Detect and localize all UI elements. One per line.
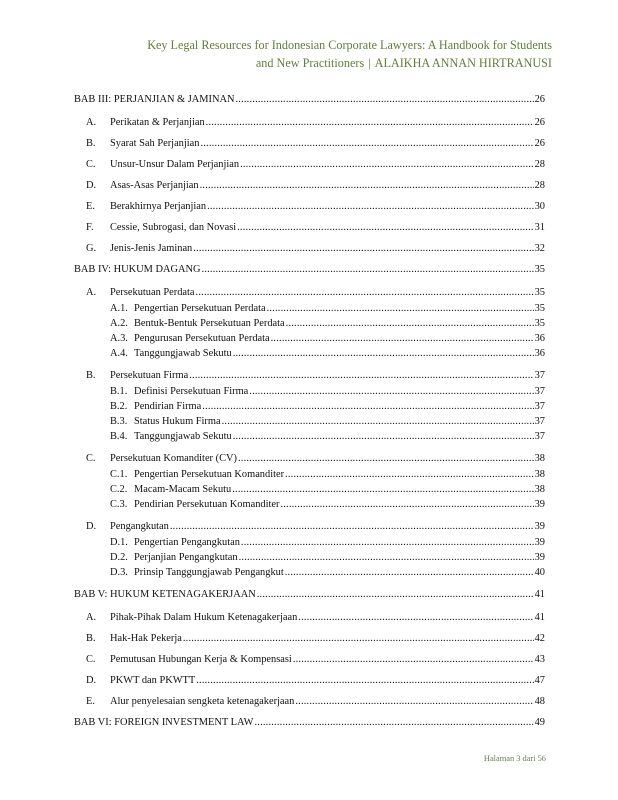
toc-page-number: 37: [534, 401, 545, 412]
document-header: [32, 36, 552, 72]
toc-leader: [196, 675, 533, 686]
toc-subsection-number: D.1.: [110, 537, 128, 548]
toc-page-number: 36: [534, 348, 545, 359]
toc-page-number: 26: [534, 94, 545, 105]
toc-section-5b[interactable]: [86, 633, 545, 654]
toc-subsection-number: B.1.: [110, 386, 128, 397]
toc-leader: [240, 159, 534, 170]
toc-section-title: Berakhirnya Perjanjian: [110, 201, 207, 212]
toc-subsection-title: Definisi Persekutuan Firma: [134, 386, 249, 397]
toc-leader: [200, 180, 534, 191]
toc-subsection-number: B.4.: [110, 431, 128, 442]
toc-subsection-a3[interactable]: [110, 333, 545, 348]
toc-chapter-title: BAB VI: FOREIGN INVESTMENT LAW: [74, 717, 254, 728]
toc-section-5e[interactable]: [86, 696, 545, 717]
toc-page-number: 37: [534, 431, 545, 442]
toc-leader: [241, 537, 534, 548]
toc-leader: [285, 567, 534, 578]
toc-subsection-a4[interactable]: [110, 348, 545, 363]
toc-section-4a[interactable]: [86, 287, 545, 303]
toc-subsection-c1[interactable]: [110, 469, 545, 484]
toc-page-number: 37: [534, 416, 545, 427]
toc-section-4c[interactable]: [86, 453, 545, 469]
toc-leader: [271, 333, 534, 344]
toc-section-title: Cessie, Subrogasi, dan Novasi: [110, 222, 237, 233]
toc-leader: [298, 612, 533, 623]
toc-page-number: 36: [534, 333, 545, 344]
toc-subsection-a1[interactable]: [110, 303, 545, 318]
toc-chapter-bab-5[interactable]: [74, 589, 545, 605]
toc-leader: [286, 318, 534, 329]
toc-page-number: 39: [534, 499, 545, 510]
toc-subsection-title: Pengertian Persekutuan Perdata: [134, 303, 266, 314]
toc-section-title: Persekutuan Perdata: [110, 287, 195, 298]
page-footer: Halaman 3 dari 56: [483, 754, 546, 763]
toc-section-3d[interactable]: [86, 180, 545, 201]
toc-section-letter: A.: [86, 612, 97, 623]
toc-page-number: 32: [534, 243, 545, 254]
toc-section-title: Pemutusan Hubungan Kerja & Kompensasi: [110, 654, 292, 665]
toc-section-title: Hak-Hak Pekerja: [110, 633, 182, 644]
toc-leader: [202, 264, 534, 275]
toc-page-number: 37: [534, 386, 545, 397]
toc-page-number: 30: [534, 201, 545, 212]
toc-subsection-number: A.3.: [110, 333, 128, 344]
toc-leader: [233, 431, 534, 442]
toc-subsection-number: D.3.: [110, 567, 128, 578]
toc-section-5a[interactable]: [86, 612, 545, 633]
toc-section-title: Persekutuan Firma: [110, 370, 189, 381]
toc-page-number: 26: [534, 117, 545, 128]
toc-subsection-title: Perjanjian Pengangkutan: [134, 552, 238, 563]
toc-leader: [267, 303, 534, 314]
toc-subsection-number: C.1.: [110, 469, 128, 480]
toc-subsection-number: C.3.: [110, 499, 128, 510]
toc-leader: [238, 453, 534, 464]
toc-section-3f[interactable]: [86, 222, 545, 243]
toc-subsection-number: A.1.: [110, 303, 128, 314]
toc-section-letter: C.: [86, 654, 96, 665]
header-author: ALAIKHA ANNAN HIRTRANUSI: [374, 56, 552, 70]
toc-leader: [285, 469, 534, 480]
toc-page-number: 38: [534, 484, 545, 495]
table-of-contents: [74, 94, 545, 733]
toc-page-number: 47: [534, 675, 545, 686]
toc-leader: [249, 386, 533, 397]
toc-subsection-d3[interactable]: [110, 567, 545, 582]
toc-subsection-a2[interactable]: [110, 318, 545, 333]
toc-page-number: 28: [534, 159, 545, 170]
toc-page-number: 42: [534, 633, 545, 644]
toc-leader: [202, 401, 533, 412]
toc-leader: [200, 138, 533, 149]
toc-page-number: 37: [534, 370, 545, 381]
toc-subsection-b1[interactable]: [110, 386, 545, 401]
toc-leader: [183, 633, 534, 644]
toc-section-letter: A.: [86, 117, 97, 128]
toc-page-number: 31: [534, 222, 545, 233]
toc-section-title: Persekutuan Komanditer (CV): [110, 453, 237, 464]
header-title-line-2: [32, 54, 552, 72]
toc-page-number: 28: [534, 180, 545, 191]
toc-subsection-title: Pendirian Firma: [134, 401, 202, 412]
toc-section-title: Alur penyelesaian sengketa ketenagakerjaan: [110, 696, 295, 707]
toc-page-number: 26: [534, 138, 545, 149]
toc-section-letter: D.: [86, 521, 97, 532]
toc-subsection-b4[interactable]: [110, 431, 545, 446]
toc-page-number: 48: [534, 696, 545, 707]
toc-subsection-number: B.3.: [110, 416, 128, 427]
toc-subsection-number: C.2.: [110, 484, 128, 495]
toc-subsection-c2[interactable]: [110, 484, 545, 499]
toc-subsection-b3[interactable]: [110, 416, 545, 431]
toc-page-number: 41: [534, 612, 545, 623]
toc-subsection-title: Pengurusan Persekutuan Perdata: [134, 333, 270, 344]
toc-page-number: 40: [534, 567, 545, 578]
toc-section-title: Jenis-Jenis Jaminan: [110, 243, 193, 254]
toc-page-number: 39: [534, 552, 545, 563]
toc-leader: [254, 717, 533, 728]
toc-section-letter: B.: [86, 633, 96, 644]
toc-leader: [207, 201, 534, 212]
toc-section-letter: C.: [86, 159, 96, 170]
toc-subsection-number: A.4.: [110, 348, 128, 359]
toc-subsection-title: Pengertian Pengangkutan: [134, 537, 240, 548]
toc-section-4b[interactable]: [86, 370, 545, 386]
toc-section-3g[interactable]: [86, 243, 545, 264]
toc-page-number: 35: [534, 318, 545, 329]
toc-section-4d[interactable]: [86, 521, 545, 537]
toc-section-5c[interactable]: [86, 654, 545, 675]
toc-section-letter: B.: [86, 138, 96, 149]
toc-page-number: 38: [534, 453, 545, 464]
toc-leader: [170, 521, 534, 532]
toc-section-title: PKWT dan PKWTT: [110, 675, 196, 686]
toc-section-title: Perikatan & Perjanjian: [110, 117, 205, 128]
toc-chapter-title: BAB III: PERJANJIAN & JAMINAN: [74, 94, 235, 105]
toc-section-letter: F.: [86, 222, 94, 233]
toc-chapter-title: BAB IV: HUKUM DAGANG: [74, 264, 201, 275]
toc-leader: [293, 654, 534, 665]
toc-section-title: Unsur-Unsur Dalam Perjanjian: [110, 159, 240, 170]
toc-section-letter: E.: [86, 696, 95, 707]
toc-leader: [232, 484, 533, 495]
toc-subsection-d1[interactable]: [110, 537, 545, 552]
toc-subsection-title: Bentuk-Bentuk Persekutuan Perdata: [134, 318, 285, 329]
toc-subsection-d2[interactable]: [110, 552, 545, 567]
toc-subsection-title: Pengertian Persekutuan Komanditer: [134, 469, 285, 480]
toc-subsection-c3[interactable]: [110, 499, 545, 514]
toc-page-number: 43: [534, 654, 545, 665]
toc-chapter-bab-3[interactable]: [74, 94, 545, 110]
toc-subsection-b2[interactable]: [110, 401, 545, 416]
toc-subsection-title: Tanggungjawab Sekutu: [134, 431, 232, 442]
toc-section-5d[interactable]: [86, 675, 545, 696]
toc-chapter-bab-6[interactable]: [74, 717, 545, 733]
toc-leader: [206, 117, 534, 128]
toc-subsection-title: Macam-Macam Sekutu: [134, 484, 232, 495]
toc-section-letter: B.: [86, 370, 96, 381]
toc-chapter-title: BAB V: HUKUM KETENAGAKERJAAN: [74, 589, 256, 600]
toc-section-3c[interactable]: [86, 159, 545, 180]
toc-subsection-title: Status Hukum Firma: [134, 416, 221, 427]
toc-subsection-title: Prinsip Tanggungjawab Pengangkut: [134, 567, 284, 578]
toc-page-number: 49: [534, 717, 545, 728]
toc-subsection-title: Pendirian Persekutuan Komanditer: [134, 499, 280, 510]
toc-page-number: 35: [534, 264, 545, 275]
toc-page-number: 35: [534, 303, 545, 314]
toc-page-number: 35: [534, 287, 545, 298]
toc-leader: [233, 348, 534, 359]
toc-section-title: Pengangkutan: [110, 521, 169, 532]
toc-section-letter: D.: [86, 180, 97, 191]
toc-page-number: 41: [534, 589, 545, 600]
toc-leader: [257, 589, 534, 600]
toc-leader: [239, 552, 534, 563]
toc-chapter-bab-4[interactable]: [74, 264, 545, 280]
toc-section-letter: D.: [86, 675, 97, 686]
toc-section-letter: A.: [86, 287, 97, 298]
header-title-line-1: Key Legal Resources for Indonesian Corporate Lawyers: A Handbook for Students: [147, 38, 552, 52]
toc-leader: [222, 416, 534, 427]
toc-leader: [196, 287, 534, 298]
toc-page-number: 38: [534, 469, 545, 480]
toc-section-letter: E.: [86, 201, 95, 212]
toc-section-letter: C.: [86, 453, 96, 464]
toc-section-3b[interactable]: [86, 138, 545, 159]
toc-section-title: Pihak-Pihak Dalam Hukum Ketenagakerjaan: [110, 612, 298, 623]
toc-leader: [237, 222, 533, 233]
toc-leader: [280, 499, 533, 510]
toc-section-letter: G.: [86, 243, 97, 254]
toc-section-3e[interactable]: [86, 201, 545, 222]
toc-section-title: Syarat Sah Perjanjian: [110, 138, 200, 149]
toc-leader: [295, 696, 533, 707]
toc-subsection-number: D.2.: [110, 552, 128, 563]
toc-section-title: Asas-Asas Perjanjian: [110, 180, 199, 191]
toc-subsection-number: B.2.: [110, 401, 128, 412]
toc-leader: [193, 243, 533, 254]
toc-page-number: 39: [534, 537, 545, 548]
toc-leader: [189, 370, 533, 381]
toc-subsection-title: Tanggungjawab Sekutu: [134, 348, 232, 359]
header-separator: |: [368, 56, 371, 70]
toc-section-3a[interactable]: [86, 117, 545, 138]
toc-subsection-number: A.2.: [110, 318, 128, 329]
toc-page-number: 39: [534, 521, 545, 532]
header-title-continuation: and New Practitioners: [255, 56, 365, 70]
toc-leader: [235, 94, 533, 105]
